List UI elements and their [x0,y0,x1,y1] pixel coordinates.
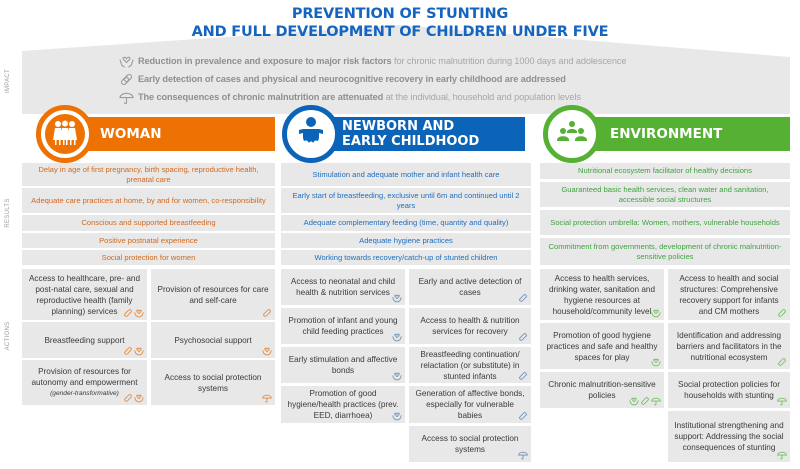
umbrella-icon [518,450,528,460]
bandage-icon [518,332,528,342]
impact-bold: Early detection of cases and physical and neurocognitive recovery in early childhood are addressed [138,74,566,84]
action-text: Promotion of infant and young child feeding practices [288,316,398,336]
woman-result: Positive postnatal experience [22,233,275,248]
woman-result: Delay in age of first pregnancy, birth spacing, reproductive health, prenatal care [22,163,275,186]
action-text: Provision of resources for autonomy and empowerment [31,367,138,387]
action-text: Access to health & nutrition services for recovery [420,316,520,336]
hands-heart-icon [118,53,134,69]
bandage-icon [123,393,133,403]
hands-heart-icon [134,346,144,356]
umbrella-icon [777,450,787,460]
action-text: Access to social protection systems [421,434,519,454]
environment-result: Guaranteed basic health services, clean water and sanitation, accessible social structures [540,182,790,207]
page-title-line-1: PREVENTION OF STUNTING [291,6,509,22]
woman-action [22,360,147,405]
bandage-icon [518,411,528,421]
action-text: Social protection policies for households with stunting [678,380,780,400]
action-text: Identification and addressing barriers and facilitators in the nutritional ecosystem [676,330,782,362]
woman-action [151,322,275,358]
bandage-icon [777,308,787,318]
action-text: Psychosocial support [174,335,252,345]
hands-heart-icon [392,411,402,421]
bandage-icon [640,396,650,406]
action-text: Early and active detection of cases [418,277,522,297]
impact-item [118,89,581,105]
bandage-icon [777,357,787,367]
bandage-icon [518,371,528,381]
action-note: (gender-transformative) [50,390,119,397]
bandage-icon [123,308,133,318]
woman-action [151,269,275,320]
bandage-icon [518,293,528,303]
newborn-action [409,269,531,305]
newborn-title-line2: EARLY CHILDHOOD [342,134,480,149]
impact-item [118,71,566,87]
umbrella-icon [262,393,272,403]
environment-title: ENVIRONMENT [610,126,723,142]
newborn-action [409,386,531,423]
environment-result: Commitment from governments, development of chronic malnutrition- sensitive policies [540,238,790,265]
environment-icon-circle [543,105,601,163]
woman-result: Social protection for women [22,250,275,265]
impact-rest: at the individual, household and population levels [383,92,581,102]
action-text: Promotion of good hygiene/health practices (prev. EED, diarrhoea) [287,389,399,420]
hands-heart-icon [392,332,402,342]
newborn-action [409,347,531,383]
newborn-action [409,308,531,344]
bandage-icon [118,71,134,87]
bandage-icon [123,346,133,356]
action-text: Access to neonatal and child health & nutrition services [290,277,396,297]
newborn-action [409,426,531,462]
woman-title: WOMAN [100,126,162,142]
woman-icon-circle [36,105,94,163]
umbrella-icon [777,396,787,406]
environment-action [540,323,664,369]
impact-label: IMPACT [5,68,11,94]
bandage-icon [262,308,272,318]
page-title-line-2: AND FULL DEVELOPMENT OF CHILDREN UNDER FIVE [191,24,609,40]
action-text: Provision of resources for care and self-care [157,284,269,305]
baby-icon [297,116,325,153]
woman-result: Conscious and supported breastfeeding [22,215,275,231]
newborn-result: Early start of breastfeeding, exclusive until 6m and continued until 2 years [281,188,531,213]
hands-heart-icon [629,396,639,406]
action-text: Access to health and social structures: Comprehensive recovery support for infants and CM mothers [679,273,779,316]
umbrella-icon [651,396,661,406]
environment-result: Social protection umbrella: Women, mothers, vulnerable households [540,210,790,235]
environment-result: Nutritional ecosystem facilitator of healthy decisions [540,163,790,179]
action-text: Access to social protection systems [164,372,262,393]
hands-heart-icon [651,357,661,367]
environment-action [668,269,790,320]
newborn-icon-circle [282,105,340,163]
hands-heart-icon [134,308,144,318]
environment-action [668,372,790,408]
women-group-icon [45,114,85,154]
newborn-action [281,308,405,344]
newborn-result: Working towards recovery/catch-up of stunted children [281,250,531,265]
impact-rest: for chronic malnutrition during 1000 days and adolescence [391,56,627,66]
environment-action [540,269,664,320]
newborn-result: Stimulation and adequate mother and infant health care [281,163,531,186]
action-text: Access to healthcare, pre- and post-natal care, sexual and reproductive health (family planning) services [28,273,141,316]
impact-bold: Reduction in prevalence and exposure to major risk factors [138,56,392,66]
environment-action [668,411,790,462]
action-text: Institutional strengthening and support: Addressing the social consequences of stunting [674,421,784,452]
umbrella-icon [118,89,134,105]
impact-bold: The consequences of chronic malnutrition are attenuated [138,92,384,102]
newborn-result: Adequate complementary feeding (time, quantity and quality) [281,215,531,231]
environment-action [668,323,790,369]
impact-item [118,53,626,69]
hands-heart-icon [651,308,661,318]
hands-heart-icon [262,346,272,356]
hands-heart-icon [392,293,402,303]
environment-action [540,372,664,408]
woman-result: Adequate care practices at home, by and for women, co-responsibility [22,188,275,213]
action-text: Promotion of good hygiene practices and safe and healthy spaces for play [546,330,658,362]
action-text: Breastfeeding support [44,335,125,345]
newborn-action [281,347,405,383]
action-text: Breastfeeding continuation/ relactation (or substitute) in stunted infants [420,349,520,381]
action-text: Generation of affective bonds, especially for vulnerable babies [415,389,525,420]
newborn-result: Adequate hygiene practices [281,233,531,248]
action-text: Early stimulation and affective bonds [288,355,398,375]
actions-label: ACTIONS [5,321,11,351]
woman-action [22,269,147,320]
hands-heart-icon [134,393,144,403]
community-group-icon [556,120,588,149]
woman-action [151,360,275,405]
results-label: RESULTS [5,198,11,228]
newborn-action [281,386,405,423]
woman-action [22,322,147,358]
hands-heart-icon [392,371,402,381]
newborn-action [281,269,405,305]
action-text: Chronic malnutrition-sensitive policies [548,380,656,400]
action-text: Access to health services, drinking water, sanitation and hygiene resources at household/community level [548,273,656,316]
newborn-title-line1: NEWBORN AND [342,119,455,134]
